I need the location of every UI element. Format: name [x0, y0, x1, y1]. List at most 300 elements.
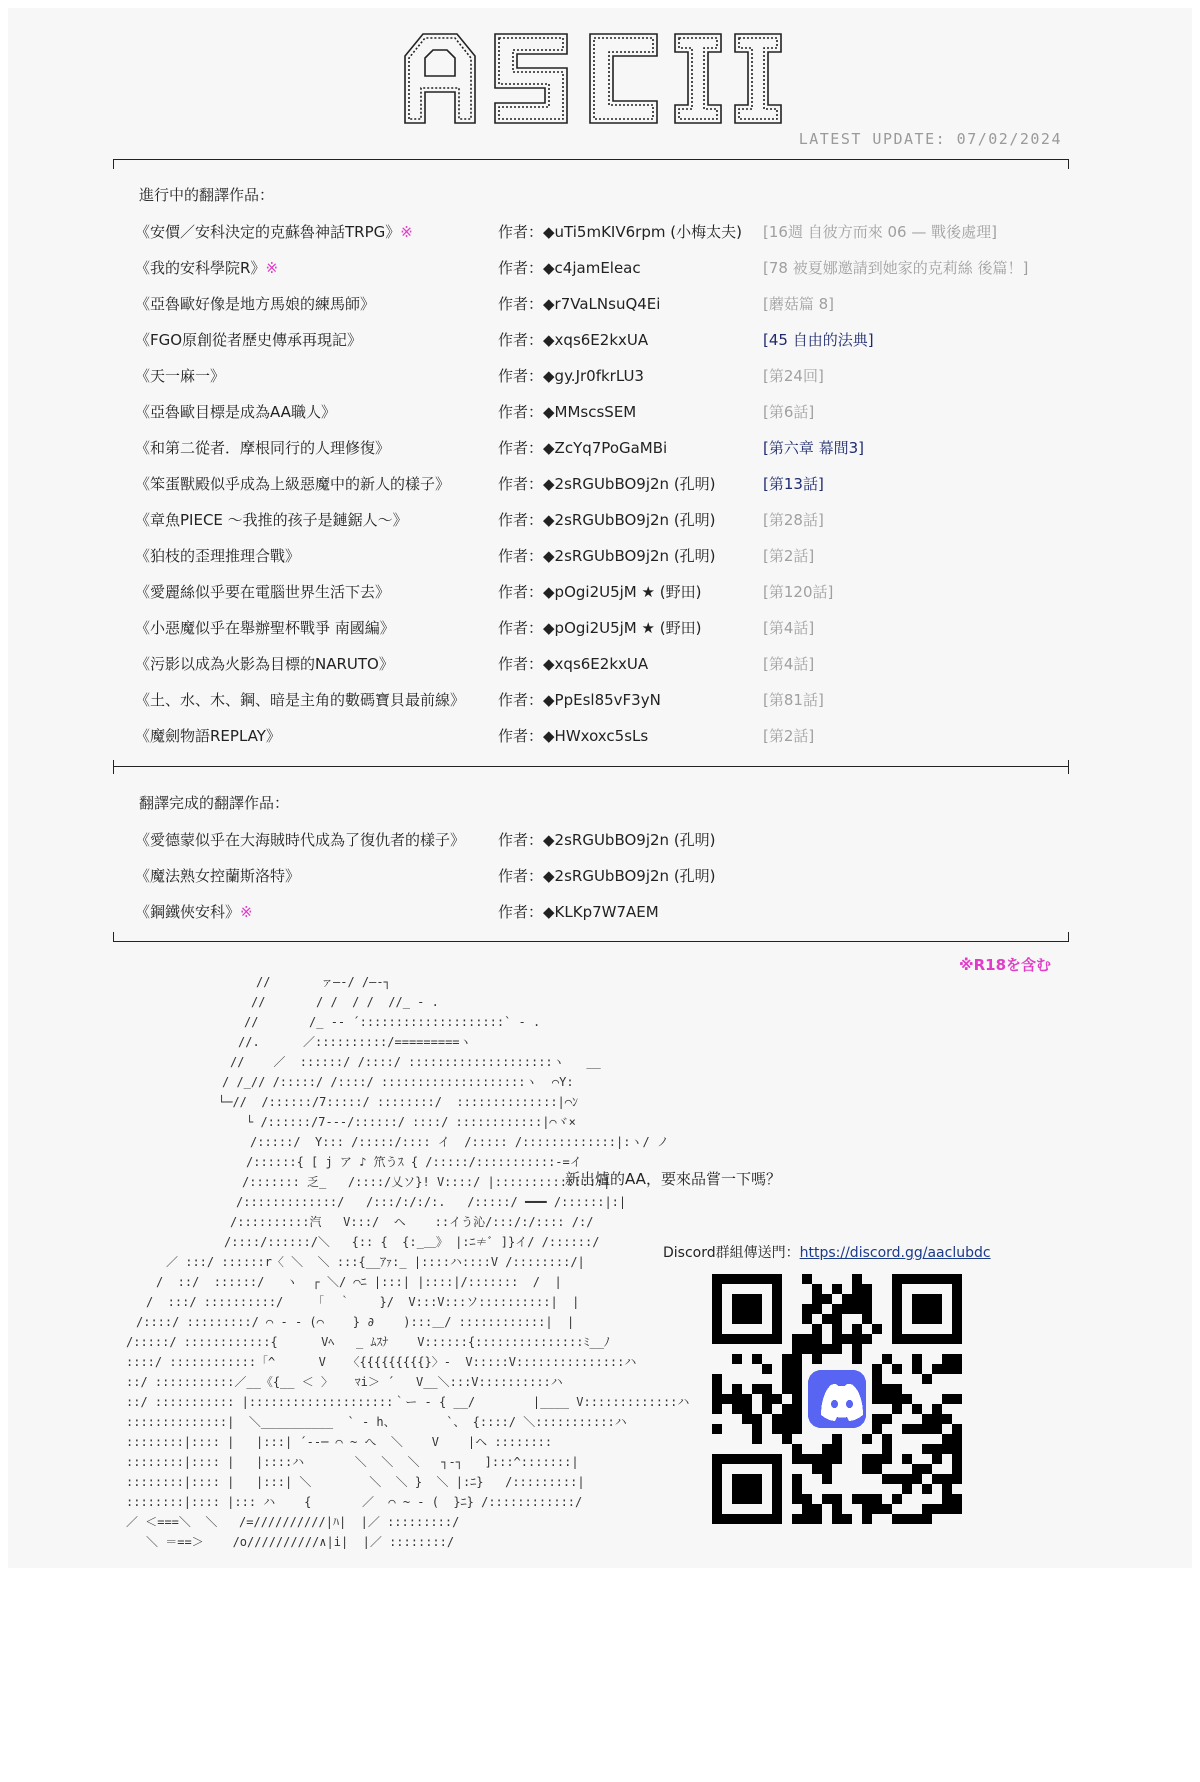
qr-module — [832, 1344, 842, 1354]
qr-finder-module — [762, 1334, 772, 1344]
qr-module — [892, 1494, 902, 1504]
svg-text:// ァ―‐/ /―‐┐: // ァ―‐/ /―‐┐ — [256, 975, 391, 989]
qr-module — [822, 1444, 832, 1454]
author-name: ◆2sRGUbBO9j2n (孔明) — [543, 475, 716, 493]
author-label: 作者： — [498, 439, 544, 457]
qr-module — [922, 1514, 932, 1524]
qr-module — [902, 1484, 912, 1494]
author-name: ◆xqs6E2kxUA — [543, 331, 649, 349]
qr-finder-module — [712, 1304, 722, 1314]
author-name: ◆gy.Jr0fkrLU3 — [543, 367, 644, 385]
qr-module — [832, 1434, 842, 1444]
ongoing-row — [135, 545, 1075, 569]
qr-finder-module — [722, 1454, 732, 1464]
qr-module — [892, 1384, 902, 1394]
qr-module — [952, 1504, 962, 1514]
qr-module — [832, 1444, 842, 1454]
work-title[interactable]: 《和第二從者．摩根同行的人理修復》 — [135, 439, 391, 457]
qr-finder-module — [772, 1484, 782, 1494]
qr-finder-module — [762, 1514, 772, 1524]
qr-finder-module — [942, 1334, 952, 1344]
qr-module — [792, 1344, 802, 1354]
qr-finder-module — [772, 1314, 782, 1324]
qr-module — [802, 1314, 812, 1324]
qr-module — [712, 1404, 722, 1414]
qr-module — [832, 1454, 842, 1464]
svg-text:::::::::|:::: |::: ハ {: ::::::::|:::: |::: ハ { ／ ⌒ ~ - ( }ﾆ} /::::::::::::/ — [126, 1495, 583, 1509]
divider-middle — [113, 766, 1069, 767]
latest-chapter[interactable]: [78 被夏娜邀請到她家的克莉絲 後篇！] — [763, 259, 1029, 277]
work-title[interactable]: 《愛麗絲似乎要在電腦世界生活下去》 — [135, 583, 391, 601]
qr-module — [782, 1384, 792, 1394]
qr-finder-module — [742, 1304, 752, 1314]
work-title[interactable]: 《狛枝的歪理推理合戰》 — [135, 547, 301, 565]
qr-module — [802, 1304, 812, 1314]
r18-mark: ※ — [240, 903, 253, 921]
qr-module — [772, 1414, 782, 1424]
qr-module — [912, 1474, 922, 1484]
qr-finder-module — [932, 1304, 942, 1314]
qr-module — [792, 1484, 802, 1494]
author-label: 作者： — [498, 619, 544, 637]
qr-finder-module — [902, 1274, 912, 1284]
work-title[interactable]: 《污影以成為火影為目標的NARUTO》 — [135, 655, 394, 673]
qr-module — [782, 1424, 792, 1434]
qr-module — [712, 1394, 722, 1404]
qr-module — [792, 1474, 802, 1484]
latest-chapter[interactable]: [第4話] — [763, 619, 815, 637]
svg-text:// ／ ::::::/ /::::/ ::::::: // ／ ::::::/ /::::/ ::::::::::::::::::::ヽ __ — [230, 1055, 601, 1069]
qr-finder-module — [952, 1304, 962, 1314]
qr-finder-module — [742, 1474, 752, 1484]
work-title[interactable]: 《小惡魔似乎在舉辦聖杯戰爭 南國編》 — [135, 619, 395, 637]
qr-module — [882, 1384, 892, 1394]
qr-finder-module — [952, 1334, 962, 1344]
latest-chapter[interactable]: [第4話] — [763, 655, 815, 673]
work-title[interactable]: 《鋼鐵俠安科》※ — [135, 903, 253, 921]
qr-module — [852, 1304, 862, 1314]
qr-module — [792, 1404, 802, 1414]
author-label: 作者： — [498, 511, 544, 529]
qr-module — [732, 1394, 742, 1404]
qr-module — [852, 1494, 862, 1504]
ongoing-row — [135, 689, 1075, 713]
qr-module — [862, 1454, 872, 1464]
qr-module — [892, 1394, 902, 1404]
qr-module — [832, 1284, 842, 1294]
qr-finder-module — [732, 1474, 742, 1484]
qr-finder-module — [772, 1514, 782, 1524]
work-title[interactable]: 《章魚PIECE ～我推的孩子是鏈鋸人～》 — [135, 511, 408, 529]
svg-text:/::::/::::::/＼ {:: { {:_＿》: /::::/::::::/＼ {:: { {:_＿》 |:ﾆ≠ﾞ ]}イ/ /::::::/ — [224, 1235, 600, 1249]
qr-module — [772, 1394, 782, 1404]
author-cell — [498, 581, 701, 602]
qr-module — [812, 1334, 822, 1344]
svg-text:／ ＜===＼ ＼ /=//////////|ﾊ|: ／ ＜===＼ ＼ /=//////////|ﾊ| |／ :::::::::/ — [126, 1515, 460, 1529]
qr-finder-module — [712, 1294, 722, 1304]
ongoing-row — [135, 581, 1075, 605]
qr-module — [832, 1304, 842, 1314]
qr-finder-module — [722, 1274, 732, 1284]
author-name: ◆2sRGUbBO9j2n (孔明) — [543, 511, 716, 529]
qr-finder-module — [742, 1334, 752, 1344]
qr-module — [812, 1504, 822, 1514]
qr-module — [932, 1414, 942, 1424]
qr-module — [882, 1454, 892, 1464]
work-title[interactable]: 《魔劍物語REPLAY》 — [135, 727, 281, 745]
work-title[interactable]: 《安價／安科決定的克蘇魯神話TRPG》※ — [135, 223, 413, 241]
qr-finder-module — [712, 1514, 722, 1524]
qr-module — [952, 1464, 962, 1474]
qr-module — [942, 1494, 952, 1504]
qr-module — [852, 1324, 862, 1334]
qr-module — [792, 1394, 802, 1404]
svg-text:/::::::{ [ j ア ♪ 笊うｽ { /:::::/: /::::::{ [ j ア ♪ 笊うｽ { /:::::/:::::::::::-=イ — [246, 1155, 582, 1169]
qr-finder-module — [732, 1274, 742, 1284]
qr-finder-module — [712, 1324, 722, 1334]
latest-chapter[interactable]: [第120話] — [763, 583, 834, 601]
qr-module — [782, 1354, 792, 1364]
qr-module — [922, 1484, 932, 1494]
qr-module — [782, 1374, 792, 1384]
author-cell — [498, 401, 636, 422]
qr-finder-module — [892, 1314, 902, 1324]
qr-module — [942, 1484, 952, 1494]
svg-text:└ /::::::/7‐‐‐/::::::/ ::::/ :: └ /::::::/7‐‐‐/::::::/ ::::/ ::::::::::::|⌒ヾ× — [246, 1115, 576, 1129]
qr-module — [862, 1494, 872, 1504]
qr-module — [882, 1474, 892, 1484]
qr-finder-module — [922, 1294, 932, 1304]
svg-text:::::::::::::::| ＼__________: ::::::::::::::| ＼__________ ` ‐ h、 `、 {::::/ ＼:::::::::::ハ — [126, 1415, 627, 1429]
latest-chapter[interactable]: [第六章 幕間3] — [763, 439, 865, 457]
qr-module — [752, 1424, 762, 1434]
qr-finder-module — [952, 1324, 962, 1334]
qr-module — [872, 1494, 882, 1504]
qr-module — [712, 1424, 722, 1434]
qr-module — [872, 1374, 882, 1384]
author-cell — [498, 293, 660, 314]
qr-module — [802, 1274, 812, 1284]
svg-text:／ :::/ ::::::r〈 ＼ ＼ :::{__ｱｧ:: ／ :::/ ::::::r〈 ＼ ＼ :::{__ｱｧ:_ |::::ハ::::V /::::::::/| — [166, 1255, 585, 1269]
qr-finder-module — [752, 1514, 762, 1524]
qr-module — [952, 1474, 962, 1484]
qr-module — [932, 1364, 942, 1374]
qr-module — [852, 1334, 862, 1344]
latest-chapter[interactable]: [第28話] — [763, 511, 824, 529]
author-name: ◆ZcYq7PoGaMBi — [543, 439, 668, 457]
qr-module — [792, 1354, 802, 1364]
qr-finder-module — [772, 1294, 782, 1304]
completed-row — [135, 865, 1075, 889]
work-title[interactable]: 《魔法熟女控蘭斯洛特》 — [135, 867, 301, 885]
qr-module — [872, 1454, 882, 1464]
latest-chapter[interactable]: [16週 自彼方而來 06 — 戰後處理] — [763, 223, 997, 241]
author-name: ◆uTi5mKIV6rpm (小梅太夫) — [543, 223, 742, 241]
r18-mark: ※ — [400, 223, 413, 241]
svg-text:/::::::::::汽 V:::/ ヘ ::イ: /::::::::::汽 V:::/ ヘ ::イう沁/:::/:/:::: /:/ — [230, 1215, 594, 1229]
latest-chapter[interactable]: [第81話] — [763, 691, 824, 709]
qr-module — [902, 1424, 912, 1434]
svg-text:/::::::: 乏_ /::::/乂ソ}! V::::: /::::::: 乏_ /::::/乂ソ}! V::::/ |:::::::::::::::| — [242, 1175, 611, 1189]
qr-module — [912, 1424, 922, 1434]
qr-module — [792, 1334, 802, 1344]
author-cell — [498, 865, 716, 886]
author-cell — [498, 689, 661, 710]
ongoing-row — [135, 221, 1075, 245]
work-title[interactable]: 《FGO原創從者歷史傳承再現記》 — [135, 331, 363, 349]
qr-module — [862, 1464, 872, 1474]
qr-module — [762, 1384, 772, 1394]
qr-finder-module — [732, 1304, 742, 1314]
qr-finder-module — [752, 1274, 762, 1284]
qr-module — [892, 1364, 902, 1374]
qr-finder-module — [772, 1454, 782, 1464]
qr-module — [742, 1414, 752, 1424]
qr-finder-module — [772, 1324, 782, 1334]
qr-finder-module — [932, 1274, 942, 1284]
latest-update: LATEST UPDATE: 07/02/2024 — [798, 130, 1062, 148]
qr-module — [922, 1374, 932, 1384]
qr-module — [752, 1384, 762, 1394]
qr-finder-module — [922, 1314, 932, 1324]
work-title[interactable]: 《笨蛋獸殿似乎成為上級惡魔中的新人的樣子》 — [135, 475, 451, 493]
qr-module — [802, 1344, 812, 1354]
svg-text:::::::::|:::: | |::::ハ: ::::::::|:::: | |::::ハ ＼ ＼ ＼ ┐‐┐ ]:::^:::::::| — [126, 1455, 579, 1469]
qr-module — [712, 1384, 722, 1394]
author-label: 作者： — [498, 295, 544, 313]
latest-chapter[interactable]: [第2話] — [763, 547, 815, 565]
author-label: 作者： — [498, 727, 544, 745]
author-name: ◆PpEsl85vF3yN — [543, 691, 661, 709]
qr-module — [792, 1374, 802, 1384]
svg-text:/ :::/ ::::::::::/ 「 ｀: / :::/ ::::::::::/ 「 ｀ }/ V:::V:::ソ::::::::::| | — [146, 1295, 580, 1309]
discord-logo-shape — [821, 1384, 863, 1421]
qr-module — [872, 1324, 882, 1334]
qr-module — [792, 1494, 802, 1504]
author-cell — [498, 617, 701, 638]
qr-module — [932, 1404, 942, 1414]
qr-module — [882, 1414, 892, 1424]
qr-module — [752, 1354, 762, 1364]
qr-finder-module — [742, 1514, 752, 1524]
qr-finder-module — [952, 1314, 962, 1324]
qr-module — [832, 1494, 842, 1504]
qr-module — [932, 1454, 942, 1464]
discord-line — [663, 1242, 991, 1262]
author-cell — [498, 545, 716, 566]
qr-module — [832, 1314, 842, 1324]
qr-module — [822, 1454, 832, 1464]
svg-text:/:::::/ Y::: /:::::/:::: イ /: /:::::/ Y::: /:::::/:::: イ /::::: /:::::::::::::|:ヽ/ ノ — [250, 1135, 669, 1149]
author-label: 作者： — [498, 331, 544, 349]
qr-module — [792, 1384, 802, 1394]
qr-finder-module — [932, 1334, 942, 1344]
qr-module — [862, 1334, 872, 1344]
qr-module — [892, 1404, 902, 1414]
qr-module — [792, 1424, 802, 1434]
qr-module — [862, 1314, 872, 1324]
qr-module — [852, 1294, 862, 1304]
author-name: ◆KLKp7W7AEM — [543, 903, 659, 921]
qr-module — [762, 1394, 772, 1404]
qr-module — [872, 1424, 882, 1434]
work-title[interactable]: 《我的安科學院R》※ — [135, 259, 279, 277]
qr-finder-module — [892, 1324, 902, 1334]
qr-module — [912, 1354, 922, 1364]
qr-finder-module — [932, 1314, 942, 1324]
qr-finder-module — [712, 1454, 722, 1464]
discord-link[interactable]: https://discord.gg/aaclubdc — [799, 1245, 991, 1261]
qr-finder-module — [742, 1314, 752, 1324]
r18-footnote: ※R18を含む — [959, 956, 1052, 974]
qr-module — [782, 1414, 792, 1424]
qr-finder-module — [912, 1314, 922, 1324]
qr-finder-module — [772, 1464, 782, 1474]
author-cell — [498, 221, 742, 242]
qr-module — [862, 1284, 872, 1294]
qr-module — [862, 1514, 872, 1524]
qr-module — [942, 1444, 952, 1454]
r18-mark: ※ — [265, 259, 279, 277]
qr-module — [832, 1334, 842, 1344]
latest-chapter[interactable]: [第2話] — [763, 727, 815, 745]
qr-module — [842, 1514, 852, 1524]
qr-module — [742, 1394, 752, 1404]
ongoing-row — [135, 617, 1075, 641]
ongoing-heading: 進行中的翻譯作品： — [139, 186, 275, 204]
qr-module — [952, 1364, 962, 1374]
svg-text:└─// /::::::/7:::::/ ::::::::: └─// /::::::/7:::::/ ::::::::/ ::::::::::::::|⌒ﾝ — [218, 1095, 579, 1109]
qr-finder-module — [712, 1504, 722, 1514]
qr-finder-module — [742, 1274, 752, 1284]
svg-text:＼ ＝==＞ /o//////////∧|i| |／: ＼ ＝==＞ /o//////////∧|i| |／ ::::::::/ — [146, 1535, 455, 1549]
qr-code[interactable] — [712, 1274, 962, 1524]
author-label: 作者： — [498, 867, 544, 885]
qr-module — [802, 1334, 812, 1344]
author-label: 作者： — [498, 547, 544, 565]
qr-module — [922, 1504, 932, 1514]
author-name: ◆HWxoxc5sLs — [543, 727, 649, 745]
qr-finder-module — [922, 1304, 932, 1314]
qr-finder-module — [742, 1294, 752, 1304]
qr-module — [832, 1514, 842, 1524]
author-name: ◆xqs6E2kxUA — [543, 655, 649, 673]
work-title[interactable]: 《亞魯歐目標是成為AA職人》 — [135, 403, 336, 421]
qr-module — [822, 1294, 832, 1304]
qr-module — [882, 1434, 892, 1444]
qr-module — [952, 1494, 962, 1504]
qr-finder-module — [752, 1334, 762, 1344]
qr-finder-module — [922, 1274, 932, 1284]
qr-module — [782, 1364, 792, 1374]
latest-chapter[interactable]: [蘑菇篇 8] — [763, 295, 835, 313]
qr-module — [842, 1294, 852, 1304]
qr-module — [802, 1514, 812, 1524]
qr-finder-module — [752, 1314, 762, 1324]
qr-finder-module — [742, 1494, 752, 1504]
author-label: 作者： — [498, 259, 544, 277]
author-label: 作者： — [498, 403, 544, 421]
latest-chapter[interactable]: [第6話] — [763, 403, 815, 421]
qr-module — [812, 1464, 822, 1474]
work-title[interactable]: 《亞魯歐好像是地方馬娘的練馬師》 — [135, 295, 376, 313]
discord-label: Discord群組傳送門： — [663, 1245, 800, 1261]
qr-module — [732, 1404, 742, 1414]
qr-module — [862, 1434, 872, 1444]
svg-text:/:::::::::::::/ /:::/:/:/:.: /:::::::::::::/ /:::/:/:/:. /:::::/ ━━━ /::::::|:| — [236, 1195, 627, 1209]
qr-module — [912, 1464, 922, 1474]
qr-module — [922, 1464, 932, 1474]
qr-module — [942, 1474, 952, 1484]
author-label: 作者： — [498, 367, 544, 385]
qr-module — [932, 1474, 942, 1484]
author-label: 作者： — [498, 475, 544, 493]
qr-finder-module — [732, 1314, 742, 1324]
qr-finder-module — [762, 1454, 772, 1464]
author-name: ◆c4jamEleac — [543, 259, 641, 277]
qr-finder-module — [952, 1294, 962, 1304]
qr-module — [842, 1334, 852, 1344]
completed-heading: 翻譯完成的翻譯作品： — [139, 794, 290, 812]
qr-module — [942, 1434, 952, 1444]
completed-row — [135, 901, 1075, 925]
qr-module — [922, 1414, 932, 1424]
qr-module — [792, 1444, 802, 1454]
author-cell — [498, 725, 648, 746]
work-title[interactable]: 《愛德蒙似乎在大海賊時代成為了復仇者的樣子》 — [135, 831, 466, 849]
qr-module — [912, 1404, 922, 1414]
qr-module — [942, 1394, 952, 1404]
qr-finder-module — [732, 1484, 742, 1494]
qr-module — [852, 1284, 862, 1294]
qr-module — [932, 1444, 942, 1454]
latest-chapter[interactable]: [45 自由的法典] — [763, 331, 874, 349]
qr-module — [882, 1504, 892, 1514]
divider-top — [113, 159, 1069, 160]
qr-module — [812, 1284, 822, 1294]
qr-finder-module — [722, 1514, 732, 1524]
qr-module — [862, 1294, 872, 1304]
qr-finder-module — [762, 1274, 772, 1284]
qr-module — [912, 1514, 922, 1524]
discord-logo-eye — [846, 1400, 853, 1408]
promo-text: 新出爐的AA，要來品嘗一下嗎？ — [565, 1170, 781, 1188]
work-title[interactable]: 《土、水、木、鋼、暗是主角的數碼寶貝最前線》 — [135, 691, 466, 709]
qr-module — [882, 1444, 892, 1454]
latest-chapter[interactable]: [第24回] — [763, 367, 824, 385]
qr-finder-module — [752, 1474, 762, 1484]
qr-module — [792, 1364, 802, 1374]
qr-module — [792, 1414, 802, 1424]
qr-finder-module — [752, 1484, 762, 1494]
qr-module — [912, 1364, 922, 1374]
work-title[interactable]: 《天一麻一》 — [135, 367, 226, 385]
qr-module — [872, 1504, 882, 1514]
qr-finder-module — [912, 1304, 922, 1314]
completed-row — [135, 829, 1075, 853]
qr-module — [822, 1464, 832, 1474]
author-label: 作者： — [498, 583, 544, 601]
svg-text:/:::::/ ::::::::::::{ Vﾍ: /:::::/ ::::::::::::{ Vﾍ _ ﾑｽﾅ V::::::{:::::::::::::::ﾐ__ﾉ — [126, 1335, 610, 1349]
ongoing-row — [135, 509, 1075, 533]
qr-module — [772, 1424, 782, 1434]
divider-bottom — [113, 941, 1069, 942]
qr-finder-module — [952, 1284, 962, 1294]
qr-module — [852, 1344, 862, 1354]
qr-module — [752, 1414, 762, 1424]
qr-module — [932, 1424, 942, 1434]
latest-chapter[interactable]: [第13話] — [763, 475, 824, 493]
